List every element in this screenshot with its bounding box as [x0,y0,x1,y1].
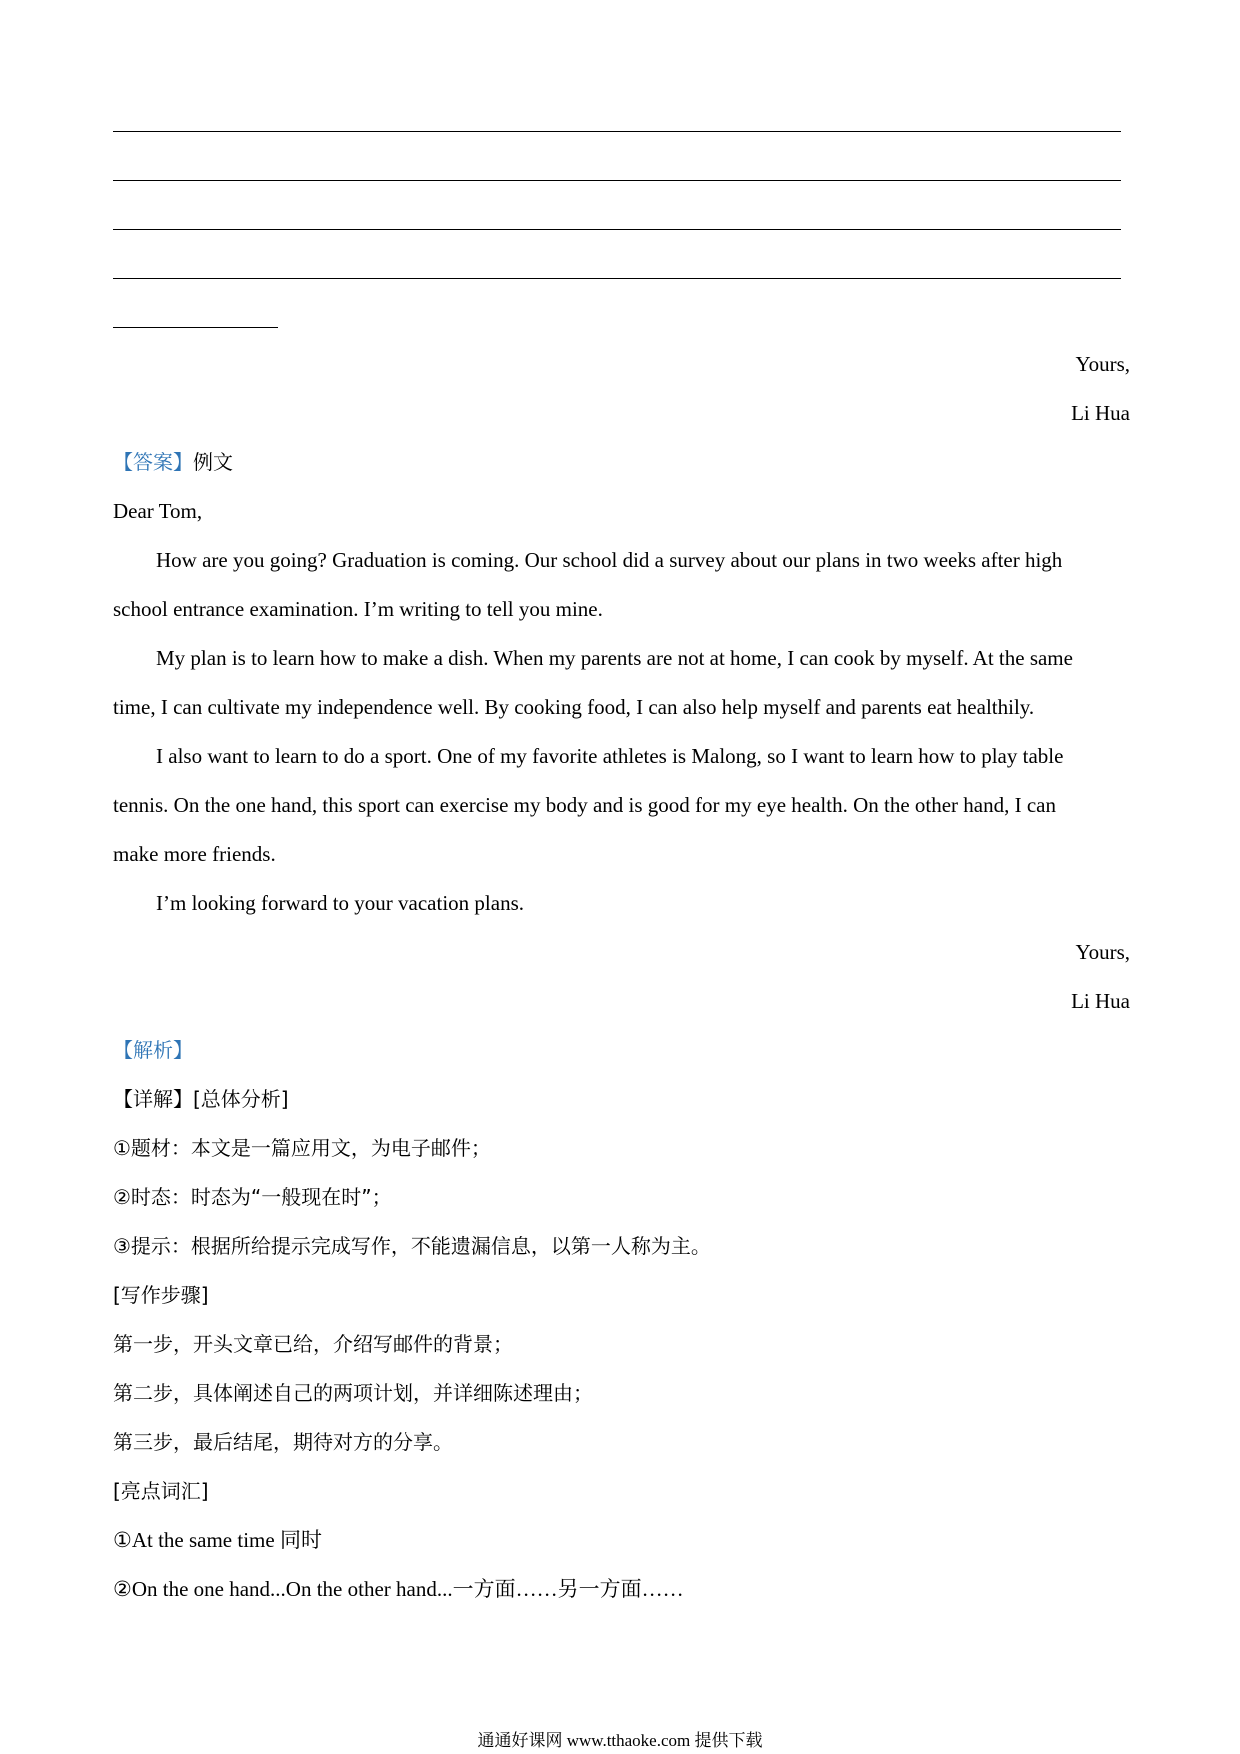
vocab-item-2: ②On the one hand...On the other hand...一方面……另一方面…… [113,1577,684,1601]
paragraph-3-line-1: I also want to learn to do a sport. One of my favorite athletes is Malong, so I want to learn how to play table [156,744,1064,768]
analysis-item-2: ②时态：时态为“一般现在时”； [113,1185,392,1209]
paragraph-4: I’m looking forward to your vacation plans. [156,891,524,915]
paragraph-2-line-1: My plan is to learn how to make a dish. When my parents are not at home, I can cook by myself. At the same [156,646,1073,670]
paragraph-2-line-2: time, I can cultivate my independence well. By cooking food, I can also help myself and parents eat healthily. [113,695,1035,719]
page-footer: 通通好课网 www.tthaoke.com 提供下载 [477,1731,763,1750]
paragraph-3-line-2: tennis. On the one hand, this sport can exercise my body and is good for my eye health. On the other hand, I can [113,793,1057,817]
writing-line-5 [113,327,278,328]
paragraph-1-line-1: How are you going? Graduation is coming. Our school did a survey about our plans in two weeks after high [156,548,1063,572]
writing-line-1 [113,131,1121,132]
answer-label: 【答案】 [113,450,193,474]
template-signature: Li Hua [1071,401,1130,425]
letter-greeting: Dear Tom, [113,499,203,523]
step-2: 第二步，具体阐述自己的两项计划，并详细陈述理由； [113,1381,593,1405]
writing-line-4 [113,278,1121,279]
letter-signature: Li Hua [1071,989,1130,1013]
analysis-item-1: ①题材：本文是一篇应用文，为电子邮件； [113,1136,491,1160]
detail-heading [113,1086,289,1112]
steps-heading: [写作步骤] [113,1283,209,1307]
answer-heading [113,449,233,475]
paragraph-3-line-3: make more friends. [113,842,276,866]
detail-label: 【详解】 [113,1087,193,1111]
answer-sub: 例文 [193,450,233,474]
step-1: 第一步，开头文章已给，介绍写邮件的背景； [113,1332,513,1356]
step-3: 第三步，最后结尾，期待对方的分享。 [113,1430,453,1454]
letter-closing: Yours, [1075,940,1130,964]
vocab-item-1: ①At the same time 同时 [113,1528,322,1552]
writing-line-2 [113,180,1121,181]
analysis-item-3: ③提示：根据所给提示完成写作，不能遗漏信息，以第一人称为主。 [113,1234,711,1258]
vocab-heading: [亮点词汇] [113,1479,209,1503]
template-closing: Yours, [1075,352,1130,376]
paragraph-1-line-2: school entrance examination. I’m writing to tell you mine. [113,597,603,621]
writing-line-3 [113,229,1121,230]
overall-analysis-label: [总体分析] [193,1087,289,1111]
analysis-label: 【解析】 [113,1038,193,1062]
